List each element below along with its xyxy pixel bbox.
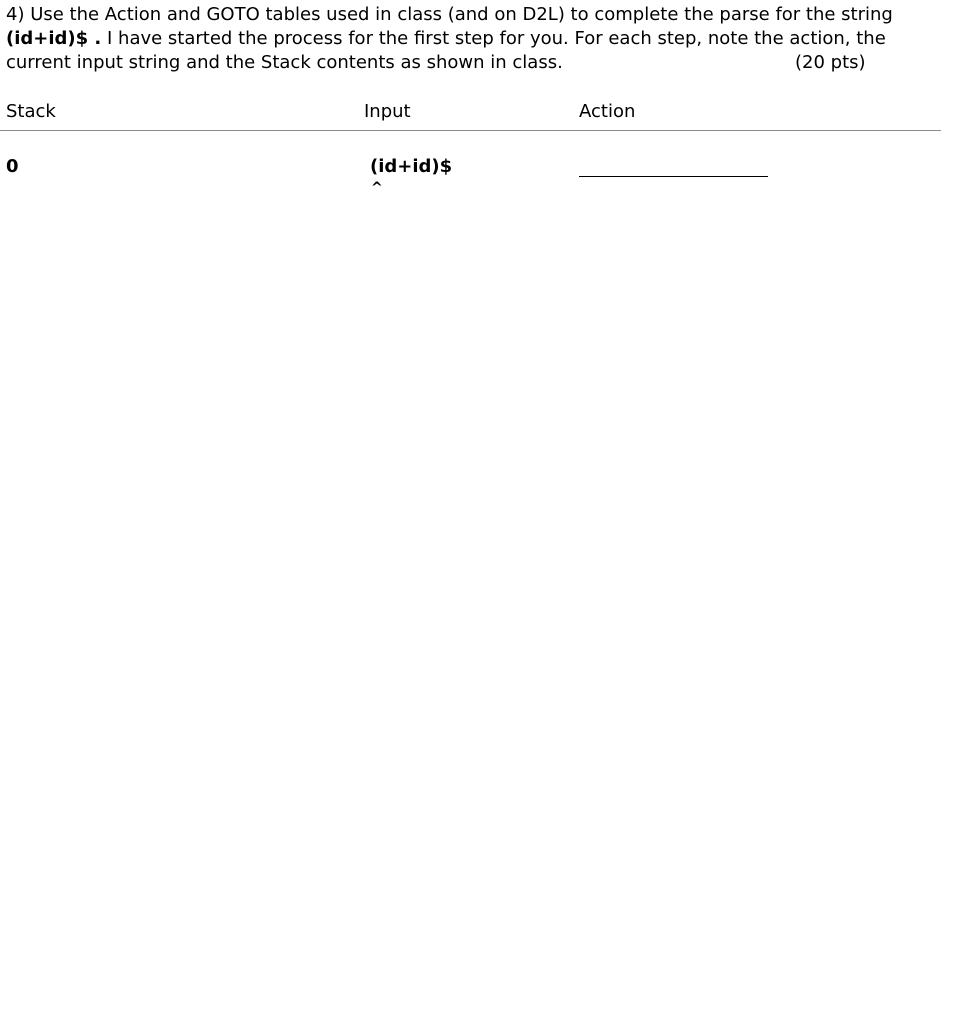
header-action: Action: [579, 101, 636, 122]
question-line-3: current input string and the Stack contents as shown in class.: [6, 52, 563, 73]
question-text: [6, 3, 906, 75]
action-blank-line[interactable]: [579, 176, 768, 177]
points-label: (20 pts): [795, 52, 866, 73]
target-string: (id+id)$ .: [6, 28, 102, 49]
table-row: [0, 156, 941, 206]
table-header: [0, 101, 941, 131]
input-value: (id+id)$: [370, 156, 453, 177]
question-line-1: 4) Use the Action and GOTO tables used in class (and on D2L) to complete the parse for the string: [6, 4, 893, 25]
stack-value: 0: [6, 156, 19, 177]
input-pointer-caret: ^: [371, 180, 383, 196]
question-line-2: [6, 27, 906, 51]
header-stack: Stack: [6, 101, 56, 122]
question-line-2-rest: I have started the process for the first step for you. For each step, note the action, the: [101, 28, 886, 49]
header-input: Input: [364, 101, 411, 122]
